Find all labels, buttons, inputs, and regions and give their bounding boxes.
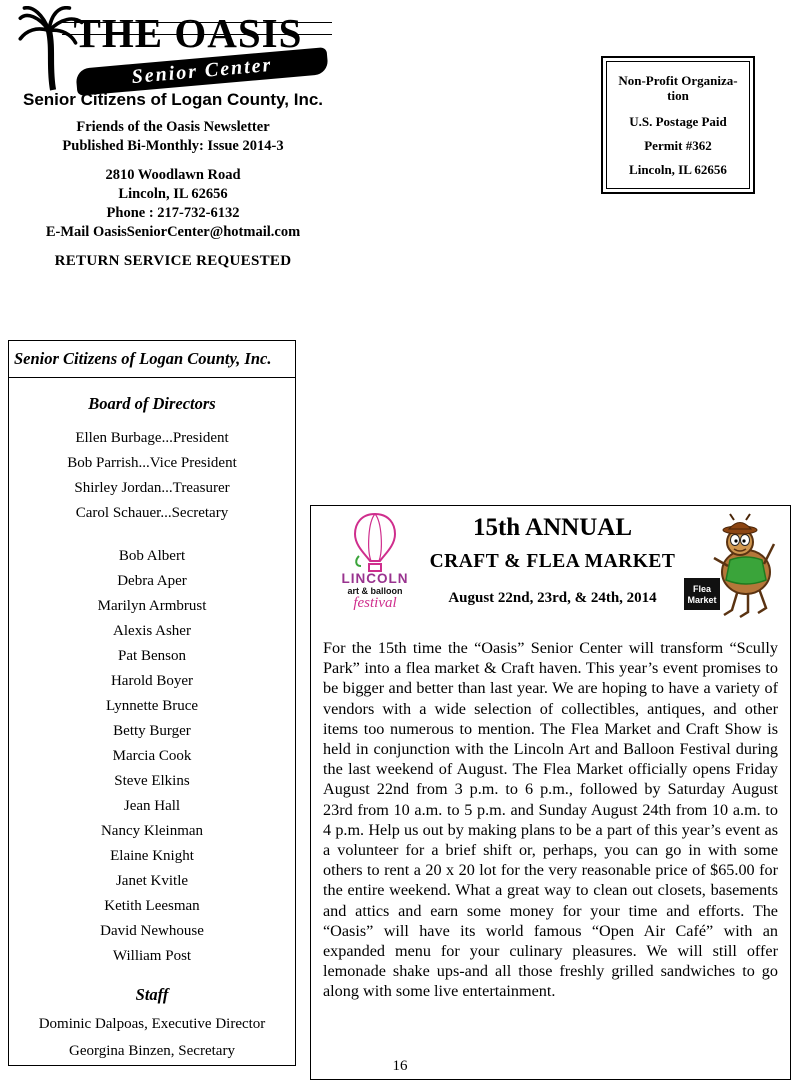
sign-line-2: Market bbox=[687, 595, 717, 605]
board-member: Pat Benson bbox=[118, 648, 186, 664]
postage-line: Lincoln, IL 62656 bbox=[629, 162, 727, 177]
address-street: 2810 Woodlawn Road bbox=[105, 167, 241, 183]
board-officer: Ellen Burbage...President bbox=[75, 430, 229, 446]
logo-org-name: Senior Citizens of Logan County, Inc. bbox=[22, 90, 324, 109]
board-member: William Post bbox=[112, 948, 192, 964]
logo-banner-text: Senior Center bbox=[130, 53, 274, 89]
board-heading: Board of Directors bbox=[88, 394, 216, 413]
board-member: Steve Elkins bbox=[114, 773, 190, 789]
staff-heading: Staff bbox=[135, 985, 169, 1004]
postage-line: Non-Profit Organiza- bbox=[618, 73, 738, 88]
postage-permit-box bbox=[601, 56, 755, 194]
staff-member: Georgina Binzen, Secretary bbox=[69, 1043, 235, 1059]
newsletter-info bbox=[14, 118, 332, 242]
board-officer: Shirley Jordan...Treasurer bbox=[74, 480, 230, 496]
festival-tagline: art & balloon bbox=[347, 586, 403, 597]
logo-title: THE OASIS bbox=[44, 8, 332, 58]
board-of-directors-box bbox=[8, 340, 296, 1066]
board-officer: Carol Schauer...Secretary bbox=[75, 505, 229, 521]
postage-line: Permit #362 bbox=[644, 138, 712, 153]
address-city: Lincoln, IL 62656 bbox=[118, 186, 228, 202]
oasis-logo bbox=[14, 6, 332, 110]
email-line: E-Mail OasisSeniorCenter@hotmail.com bbox=[45, 224, 301, 240]
postage-line: U.S. Postage Paid bbox=[629, 114, 727, 129]
postage-line: tion bbox=[667, 88, 689, 103]
flea-market-article-box bbox=[310, 505, 791, 1080]
flea-mascot bbox=[678, 512, 778, 632]
event-titles bbox=[427, 512, 678, 632]
board-member: Ketith Leesman bbox=[104, 898, 200, 914]
event-header bbox=[323, 512, 778, 632]
board-member: Janet Kvitle bbox=[115, 873, 189, 889]
event-subtitle: CRAFT & FLEA MARKET bbox=[429, 551, 676, 572]
event-title: 15th ANNUAL bbox=[472, 514, 633, 541]
event-dates: August 22nd, 23rd, & 24th, 2014 bbox=[448, 590, 657, 606]
spacer bbox=[14, 156, 332, 166]
board-member: Lynnette Bruce bbox=[105, 698, 199, 714]
board-member: Marcia Cook bbox=[112, 748, 192, 764]
festival-script-word: festival bbox=[353, 594, 397, 611]
article-body: For the 15th time the “Oasis” Senior Center will transform “Scully Park” into a flea market & Craft haven. This year’s event promises to be bigger and better than last year. We are hoping to have a variety of vendors with a wide selection of collectibles, antiques, and other items too numerous to mention. The Flea Market and Craft Show is held in conjunction with the Lincoln Art and Balloon Festival during the last weekend of August. The Flea Market officially opens Friday August 22nd from 3 p.m. to 6 p.m., followed by Saturday August 23rd from 10 a.m. to 5 p.m. and Sunday August 24th from 10 a.m. to 4 p.m. Help us out by making plans to be a part of this year’s event as a volunteer for a brief shift or, perhaps, you can go in with some others to rent a 20 x 20 lot for the very reasonable price of $65.00 for the entire weekend. What a great way to clean out closets, basements and attics and earn some money for your time and efforts. The “Oasis” will have its world famous “Open Air Café” with an expanded menu for your culinary pleasures. We will still offer lemonade shake ups-and all those freshly grilled sandwiches to go along with some live entertainment. bbox=[323, 639, 778, 1001]
staff-member: Dominic Dalpoas, Executive Director bbox=[38, 1016, 266, 1032]
newsletter-title: Friends of the Oasis Newsletter bbox=[76, 119, 270, 135]
board-member: David Newhouse bbox=[100, 923, 204, 939]
board-member: Jean Hall bbox=[123, 798, 181, 814]
return-service-note: RETURN SERVICE REQUESTED bbox=[54, 253, 292, 269]
festival-city-label: LINCOLN bbox=[341, 571, 409, 586]
flea-mascot-icon bbox=[682, 512, 778, 624]
board-member: Harold Boyer bbox=[110, 673, 194, 689]
board-member: Bob Albert bbox=[118, 548, 186, 564]
hot-air-balloon-icon bbox=[352, 512, 398, 572]
board-member: Debra Aper bbox=[117, 573, 187, 589]
board-member: Alexis Asher bbox=[113, 623, 191, 639]
board-member: Marilyn Armbrust bbox=[97, 598, 207, 614]
board-member: Nancy Kleinman bbox=[100, 823, 204, 839]
page-number: 16 bbox=[392, 1058, 408, 1074]
board-box-title: Senior Citizens of Logan County, Inc. bbox=[9, 341, 295, 378]
newsletter-issue: Published Bi-Monthly: Issue 2014-3 bbox=[62, 138, 284, 154]
board-officer: Bob Parrish...Vice President bbox=[67, 455, 237, 471]
board-member: Betty Burger bbox=[113, 723, 191, 739]
flea-market-sign bbox=[684, 578, 720, 610]
sign-line-1: Flea bbox=[692, 584, 712, 594]
lincoln-festival-logo bbox=[323, 512, 427, 632]
board-member: Elaine Knight bbox=[110, 848, 194, 864]
board-box-body bbox=[9, 378, 295, 1065]
postage-permit-inner bbox=[606, 61, 750, 189]
phone-line: Phone : 217-732-6132 bbox=[106, 205, 240, 221]
